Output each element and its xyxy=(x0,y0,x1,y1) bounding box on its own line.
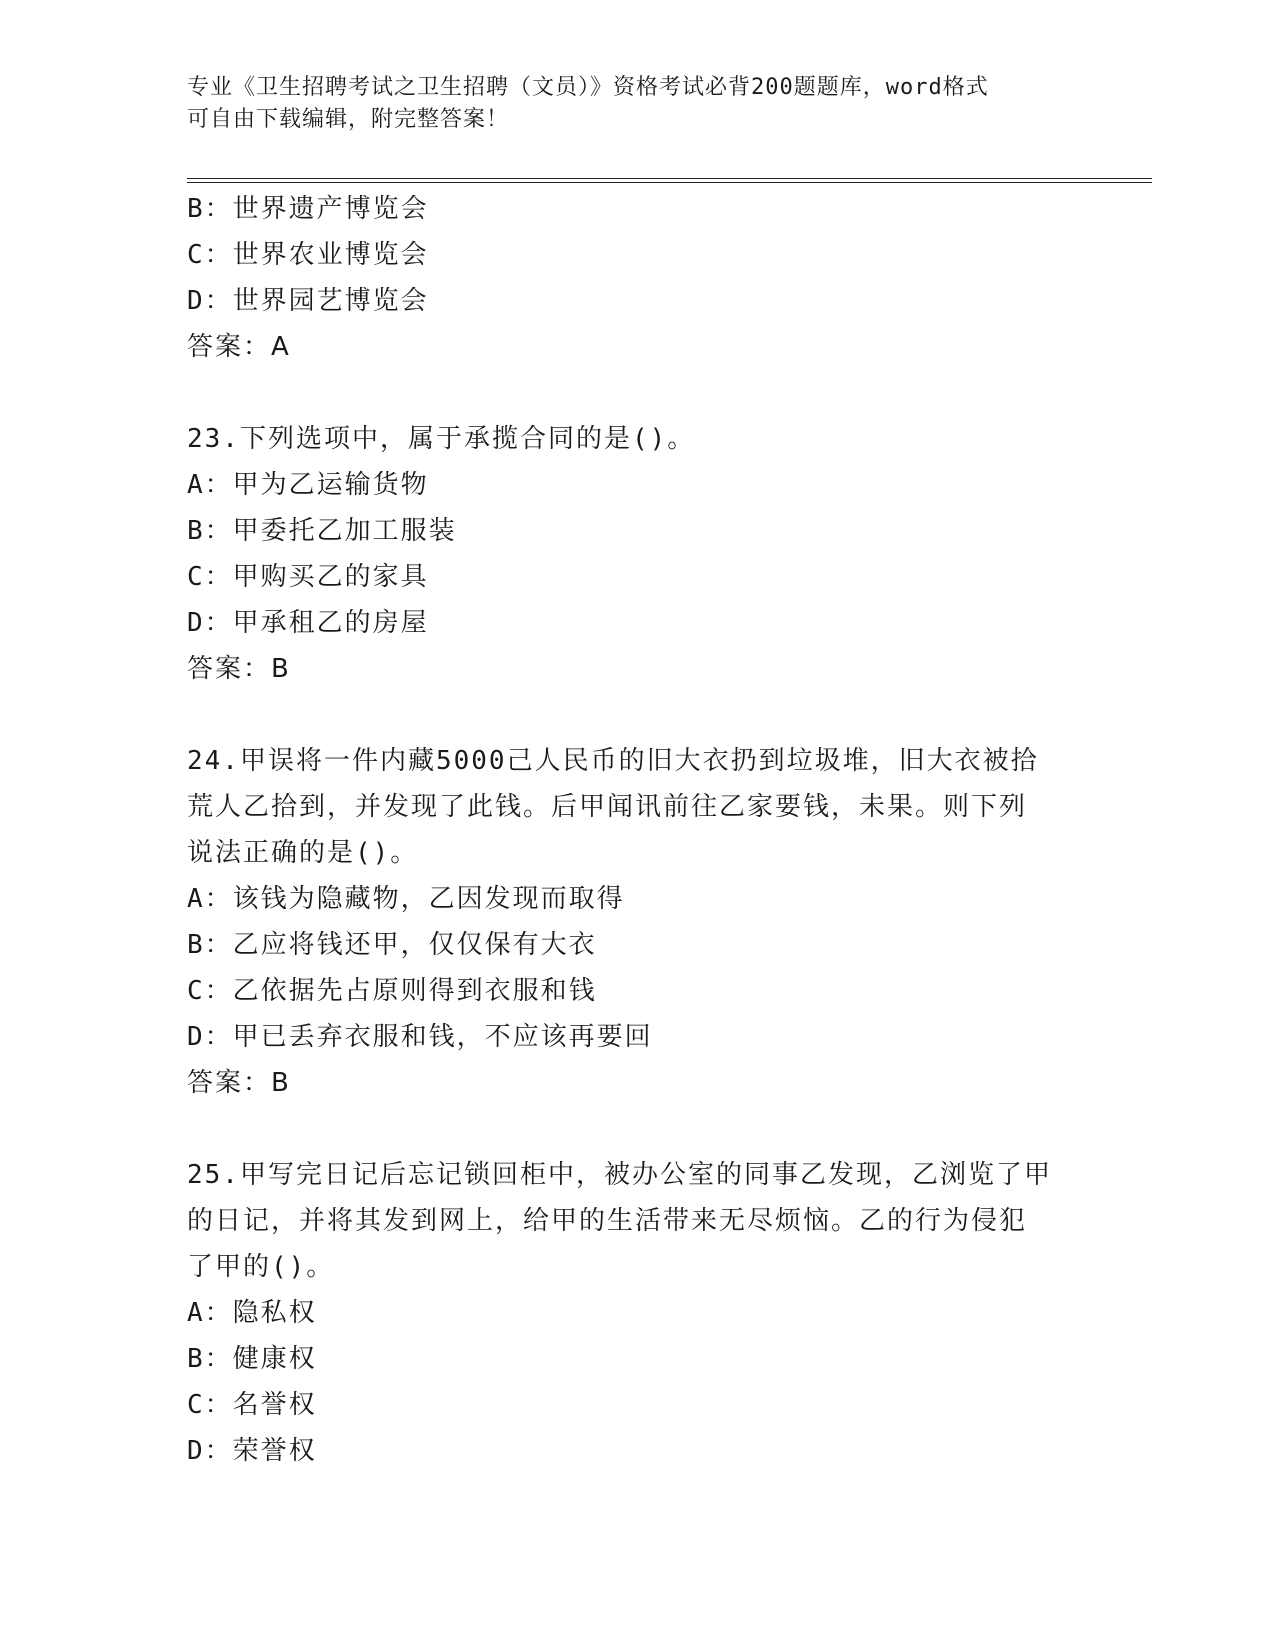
option-d: D：甲已丢弃衣服和钱，不应该再要回 xyxy=(187,1022,653,1052)
answer: 答案：B xyxy=(187,1068,291,1098)
header-rule-top xyxy=(187,178,1152,179)
question-25 xyxy=(187,1152,1087,1474)
option-d: D：世界园艺博览会 xyxy=(187,286,429,316)
question-text: 23.下列选项中，属于承揽合同的是()。 xyxy=(187,424,696,454)
question-text: 25.甲写完日记后忘记锁回柜中，被办公室的同事乙发现，乙浏览了甲 xyxy=(187,1160,1052,1190)
question-23 xyxy=(187,416,1087,692)
option-c: C：乙依据先占原则得到衣服和钱 xyxy=(187,976,597,1006)
spacer xyxy=(187,692,1087,738)
option-d: D：荣誉权 xyxy=(187,1436,317,1466)
option-a: A：该钱为隐藏物，乙因发现而取得 xyxy=(187,884,625,914)
option-b: B：世界遗产博览会 xyxy=(187,194,429,224)
option-b: B：甲委托乙加工服装 xyxy=(187,516,457,546)
document-header xyxy=(187,72,1087,136)
option-d: D：甲承租乙的房屋 xyxy=(187,608,429,638)
answer: 答案：B xyxy=(187,654,291,684)
option-c: C：甲购买乙的家具 xyxy=(187,562,429,592)
option-c: C：名誉权 xyxy=(187,1390,317,1420)
spacer xyxy=(187,1106,1087,1152)
option-a: A：隐私权 xyxy=(187,1298,317,1328)
question-list xyxy=(187,186,1087,1474)
question-text: 说法正确的是()。 xyxy=(187,838,419,868)
question-text: 了甲的()。 xyxy=(187,1252,335,1282)
question-24 xyxy=(187,738,1087,1106)
option-a: A：甲为乙运输货物 xyxy=(187,470,429,500)
header-line-1: 专业《卫生招聘考试之卫生招聘（文员）》资格考试必背200题题库，word格式 xyxy=(187,75,989,100)
question-text: 的日记，并将其发到网上，给甲的生活带来无尽烦恼。乙的行为侵犯 xyxy=(187,1206,1028,1236)
option-b: B：乙应将钱还甲，仅仅保有大衣 xyxy=(187,930,597,960)
question-22-continued xyxy=(187,186,1087,370)
option-b: B：健康权 xyxy=(187,1344,317,1374)
option-c: C：世界农业博览会 xyxy=(187,240,429,270)
spacer xyxy=(187,370,1087,416)
question-text: 24.甲误将一件内藏5000己人民币的旧大衣扔到垃圾堆，旧大衣被拾 xyxy=(187,746,1039,776)
header-line-2: 可自由下载编辑，附完整答案！ xyxy=(187,107,510,132)
question-text: 荒人乙拾到，并发现了此钱。后甲闻讯前往乙家要钱，未果。则下列 xyxy=(187,792,1028,822)
answer: 答案：A xyxy=(187,332,291,362)
header-rule-bottom xyxy=(187,182,1152,183)
